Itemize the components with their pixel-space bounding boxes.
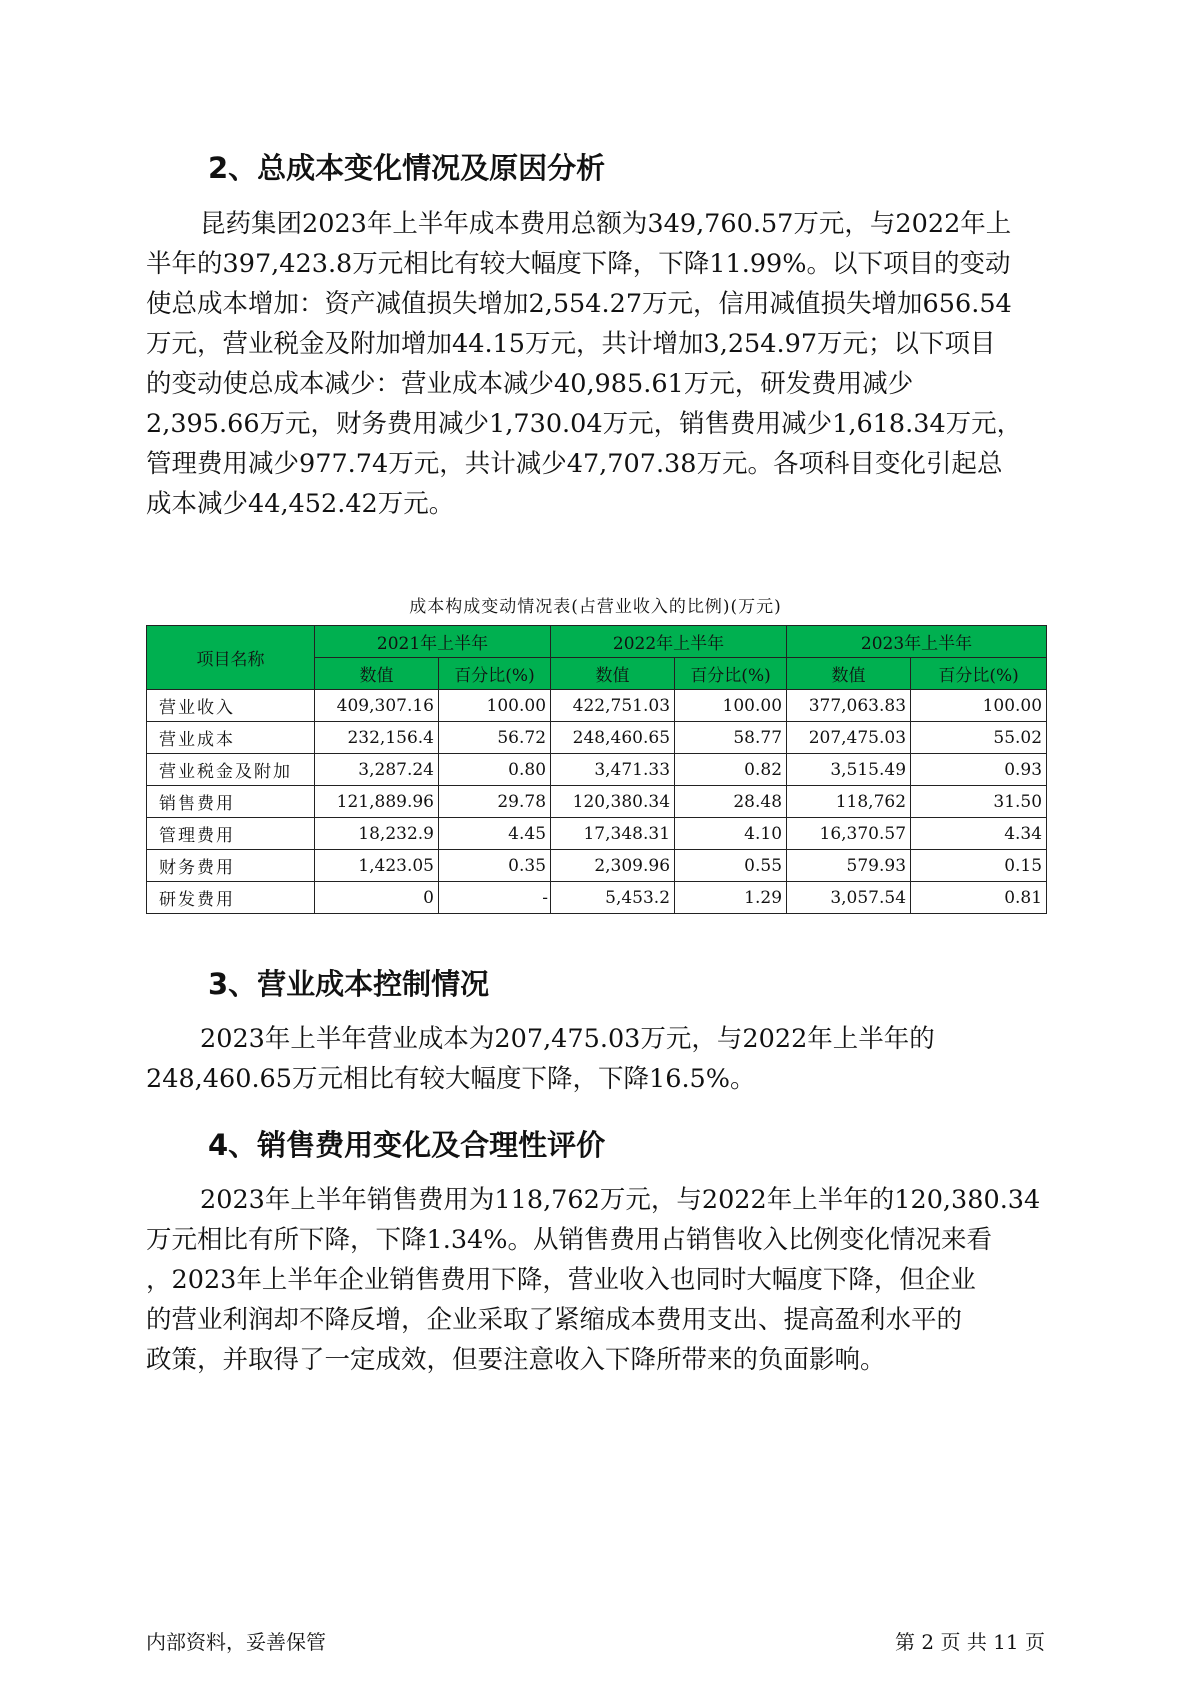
header-period: 2023年上半年 [787,626,1047,658]
paragraph-line: 政策，并取得了一定成效，但要注意收入下降所带来的负面影响。 [146,1345,886,1375]
header-item-name: 项目名称 [147,626,315,690]
paragraph-line: 248,460.65万元相比有较大幅度下降，下降16.5%。 [146,1064,756,1094]
percent-cell: 56.72 [439,722,551,754]
percent-cell: 58.77 [675,722,787,754]
section-2-heading: 2、总成本变化情况及原因分析 [208,151,606,185]
percent-cell: 0.15 [911,850,1047,882]
table-row [147,754,1047,786]
table-row [147,850,1047,882]
paragraph-line: 万元相比有所下降，下降1.34%。从销售费用占销售收入比例变化情况来看 [146,1225,993,1255]
value-cell: 2,309.96 [551,850,675,882]
value-cell: 18,232.9 [315,818,439,850]
section-4-heading: 4、销售费用变化及合理性评价 [208,1128,606,1162]
percent-cell: 100.00 [675,690,787,722]
percent-cell: 0.93 [911,754,1047,786]
section-2-paragraph [146,204,1046,524]
cost-structure-table [146,625,1047,914]
percent-cell: 31.50 [911,786,1047,818]
row-item-name: 营业收入 [147,690,315,722]
row-item-name: 营业成本 [147,722,315,754]
paragraph-line: 2,395.66万元，财务费用减少1,730.04万元，销售费用减少1,618.34万元， [146,409,1023,439]
paragraph-line: 2023年上半年营业成本为207,475.03万元，与2022年上半年的 [200,1024,935,1054]
paragraph-line: 成本减少44,452.42万元。 [146,489,455,519]
header-value: 数值 [315,658,439,690]
row-item-name: 研发费用 [147,882,315,914]
table-row [147,818,1047,850]
paragraph-line: 昆药集团2023年上半年成本费用总额为349,760.57万元，与2022年上 [200,209,1012,239]
paragraph-line: 使总成本增加：资产减值损失增加2,554.27万元，信用减值损失增加656.54 [146,289,1012,319]
value-cell: 0 [315,882,439,914]
percent-cell: 100.00 [439,690,551,722]
value-cell: 3,287.24 [315,754,439,786]
section-3-heading: 3、营业成本控制情况 [208,967,490,1001]
row-item-name: 财务费用 [147,850,315,882]
footer-page-number: 第 2 页 共 11 页 [895,1630,1045,1654]
value-cell: 377,063.83 [787,690,911,722]
value-cell: 232,156.4 [315,722,439,754]
value-cell: 16,370.57 [787,818,911,850]
value-cell: 409,307.16 [315,690,439,722]
paragraph-line: 管理费用减少977.74万元，共计减少47,707.38万元。各项科目变化引起总 [146,449,1003,479]
row-item-name: 管理费用 [147,818,315,850]
percent-cell: 0.81 [911,882,1047,914]
paragraph-line: 的变动使总成本减少：营业成本减少40,985.61万元，研发费用减少 [146,369,914,399]
value-cell: 207,475.03 [787,722,911,754]
percent-cell: 4.45 [439,818,551,850]
section-3-paragraph [146,1019,1046,1099]
value-cell: 3,515.49 [787,754,911,786]
percent-cell: 1.29 [675,882,787,914]
paragraph-line: 半年的397,423.8万元相比有较大幅度下降，下降11.99%。以下项目的变动 [146,249,1011,279]
header-percent: 百分比(%) [675,658,787,690]
percent-cell: 4.10 [675,818,787,850]
value-cell: 248,460.65 [551,722,675,754]
header-value: 数值 [551,658,675,690]
section-4-paragraph [146,1180,1046,1380]
paragraph-line: 2023年上半年销售费用为118,762万元，与2022年上半年的120,380.34 [200,1185,1041,1215]
row-item-name: 销售费用 [147,786,315,818]
table-body [147,690,1047,914]
table-row [147,722,1047,754]
value-cell: 3,057.54 [787,882,911,914]
header-percent: 百分比(%) [439,658,551,690]
percent-cell: 55.02 [911,722,1047,754]
value-cell: 3,471.33 [551,754,675,786]
percent-cell: 0.82 [675,754,787,786]
value-cell: 422,751.03 [551,690,675,722]
paragraph-line: 万元，营业税金及附加增加44.15万元，共计增加3,254.97万元；以下项目 [146,329,996,359]
value-cell: 579.93 [787,850,911,882]
value-cell: 1,423.05 [315,850,439,882]
header-period: 2021年上半年 [315,626,551,658]
value-cell: 5,453.2 [551,882,675,914]
header-percent: 百分比(%) [911,658,1047,690]
paragraph-line: ，2023年上半年企业销售费用下降，营业收入也同时大幅度下降，但企业 [146,1265,976,1295]
value-cell: 118,762 [787,786,911,818]
percent-cell: 0.55 [675,850,787,882]
value-cell: 120,380.34 [551,786,675,818]
table-caption: 成本构成变动情况表(占营业收入的比例)(万元) [409,597,782,617]
paragraph-line: 的营业利润却不降反增，企业采取了紧缩成本费用支出、提高盈利水平的 [146,1305,963,1335]
value-cell: 17,348.31 [551,818,675,850]
percent-cell: - [439,882,551,914]
row-item-name: 营业税金及附加 [147,754,315,786]
percent-cell: 29.78 [439,786,551,818]
percent-cell: 0.80 [439,754,551,786]
table-row [147,786,1047,818]
header-period: 2022年上半年 [551,626,787,658]
percent-cell: 4.34 [911,818,1047,850]
table-row [147,882,1047,914]
percent-cell: 100.00 [911,690,1047,722]
footer-confidential-note: 内部资料，妥善保管 [146,1630,326,1654]
percent-cell: 28.48 [675,786,787,818]
value-cell: 121,889.96 [315,786,439,818]
table-row [147,690,1047,722]
percent-cell: 0.35 [439,850,551,882]
header-value: 数值 [787,658,911,690]
